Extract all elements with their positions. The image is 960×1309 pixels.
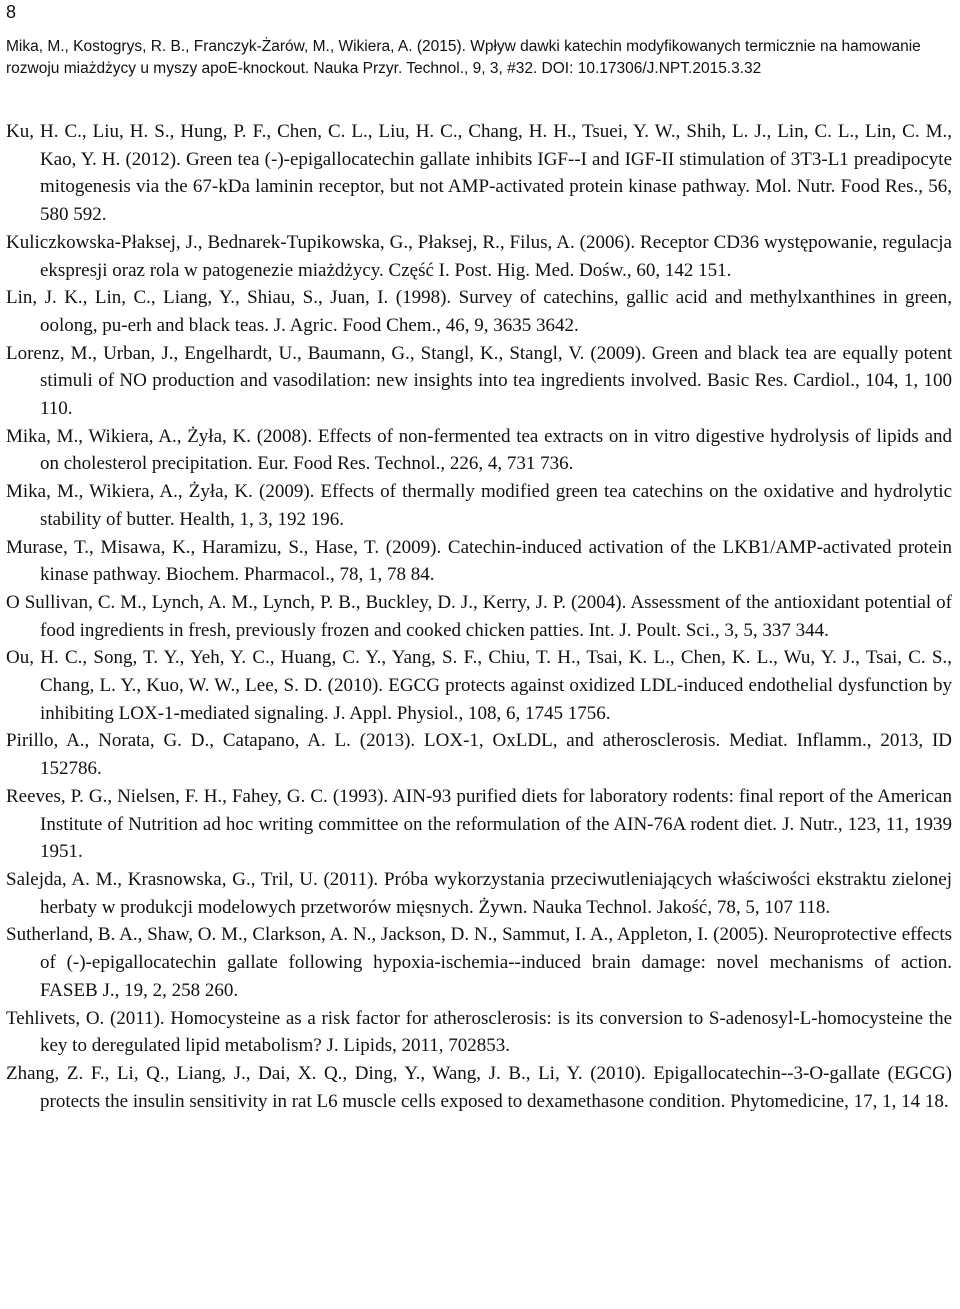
reference-title: AIN-93 purified diets for laboratory rodents: final report of the American Institute of Nutrition ad hoc writing committee on the reformulation of the AIN-76A rodent diet. — [40, 785, 952, 835]
reference-authors: Ku, H. C., Liu, H. S., Hung, P. F., Chen, C. L., Liu, H. C., Chang, H. H., Tsuei, Y. W., Shih, L. J., Lin, C. L., Lin, C. M., Kao, Y. H. (2012). — [6, 121, 952, 170]
reference-source: J. Appl. Physiol., 108, 6, 1745 1756. — [333, 702, 611, 724]
reference-authors: Reeves, P. G., Nielsen, F. H., Fahey, G. C. (1993). — [6, 785, 389, 807]
reference-title: Homocysteine as a risk factor for atherosclerosis: is its conversion to S-adenosyl-L-homocysteine the key to deregulated lipid metabolism? — [40, 1007, 953, 1057]
reference-entry — [6, 534, 952, 589]
reference-entry — [6, 478, 952, 533]
reference-authors: Salejda, A. M., Krasnowska, G., Tril, U. (2011). — [6, 868, 379, 890]
reference-authors: Tehlivets, O. (2011). — [6, 1007, 165, 1029]
reference-entry — [6, 727, 952, 782]
reference-title: Assessment of the antioxidant potential of food ingredients in fresh, previously frozen and cooked chicken patties. — [40, 591, 952, 641]
reference-authors: Murase, T., Misawa, K., Haramizu, S., Hase, T. (2009). — [6, 536, 442, 558]
reference-title: Epigallocatechin--3-O-gallate (EGCG) protects the insulin sensitivity in rat L6 muscle cells exposed to dexamethasone condition. — [40, 1062, 952, 1112]
reference-entry — [6, 1005, 952, 1060]
reference-authors: Ou, H. C., Song, T. Y., Yeh, Y. C., Huang, C. Y., Yang, S. F., Chiu, T. H., Tsai, K. L., Chen, K. L., Wu, Y. J., Tsai, C. S., Chang, L. Y., Kuo, W. W., Lee, S. D. (2010). — [6, 647, 952, 697]
reference-source: Health, 1, 3, 192 196. — [179, 508, 344, 530]
reference-authors: Mika, M., Wikiera, A., Żyła, K. (2009). — [6, 481, 315, 503]
reference-authors: Lorenz, M., Urban, J., Engelhardt, U., Baumann, G., Stangl, K., Stangl, V. (2009). — [6, 342, 646, 364]
reference-source: Biochem. Pharmacol., 78, 1, 78 84. — [165, 564, 435, 586]
reference-title: Green tea (-)-epigallocatechin gallate inhibits IGF--I and IGF-II stimulation of 3T3-L1 preadipocyte mitogenesis via the 67-kDa laminin receptor, but not AMP-activated protein kinase pathway. — [40, 148, 952, 198]
reference-source: Mediat. Inflamm., 2013, ID 152786. — [40, 730, 953, 780]
reference-source: Eur. Food Res. Technol., 226, 4, 731 736. — [257, 453, 574, 475]
article-citation-header: Mika, M., Kostogrys, R. B., Franczyk-Żarów, M., Wikiera, A. (2015). Wpływ dawki katechin modyfikowanych termicznie na hamowanie rozwoju miażdżycy u myszy apoE-knockout. Nauka Przyr. Technol., 9, 3, #32. DOI: 10.17306/J.NPT.2015.3.32 — [6, 38, 921, 77]
reference-title: LOX-1, OxLDL, and atherosclerosis. — [424, 730, 721, 752]
reference-source: FASEB J., 19, 2, 258 260. — [40, 979, 239, 1001]
reference-entry — [6, 783, 952, 866]
reference-title: Green and black tea are equally potent stimuli of NO production and vasodilation: new insights into tea ingredients involved. — [40, 342, 952, 392]
reference-authors: Pirillo, A., Norata, G. D., Catapano, A. L. (2013). — [6, 730, 416, 752]
reference-entry — [6, 1060, 952, 1115]
reference-source: J. Nutr., 123, 11, 1939 1951. — [40, 813, 953, 863]
reference-entry — [6, 423, 952, 478]
reference-title: Catechin-induced activation of the LKB1/AMP-activated protein kinase pathway. — [40, 536, 953, 586]
reference-source: Żywn. Nauka Technol. Jakość, 78, 5, 107 118. — [478, 896, 831, 918]
page-number: 8 — [6, 2, 17, 22]
reference-title: Effects of non-fermented tea extracts on in vitro digestive hydrolysis of lipids and on cholesterol precipitation. — [40, 425, 952, 475]
reference-title: Receptor CD36 występowanie, regulacja ekspresji oraz rola w patogenezie miażdżycy. — [40, 231, 952, 281]
reference-title: Neuroprotective effects of (-)-epigallocatechin gallate following hypoxia-ischemia--induced brain damage: novel mechanisms of action. — [40, 924, 952, 974]
reference-entry — [6, 589, 952, 644]
reference-authors: Kuliczkowska-Płaksej, J., Bednarek-Tupikowska, G., Płaksej, R., Filus, A. (2006). — [6, 231, 636, 253]
reference-entry — [6, 229, 952, 284]
reference-title: Effects of thermally modified green tea catechins on the oxidative and hydrolytic stability of butter. — [40, 481, 953, 530]
reference-entry — [6, 644, 952, 727]
reference-title: Survey of catechins, gallic acid and methylxanthines in green, oolong, pu-erh and black teas. — [40, 287, 953, 336]
reference-source: Int. J. Poult. Sci., 3, 5, 337 344. — [588, 619, 829, 641]
reference-source: J. Lipids, 2011, 702853. — [326, 1035, 511, 1057]
reference-entry — [6, 866, 952, 921]
reference-authors: Zhang, Z. F., Li, Q., Liang, J., Dai, X. Q., Ding, Y., Wang, J. B., Li, Y. (2010). — [6, 1062, 646, 1084]
reference-authors: Sutherland, B. A., Shaw, O. M., Clarkson, A. N., Jackson, D. N., Sammut, I. A., Appleton, I. (2005). — [6, 924, 769, 946]
reference-source: Phytomedicine, 17, 1, 14 18. — [730, 1090, 949, 1112]
reference-entry — [6, 921, 952, 1004]
reference-source: Część I. Post. Hig. Med. Dośw., 60, 142 151. — [388, 259, 732, 281]
reference-authors: Mika, M., Wikiera, A., Żyła, K. (2008). — [6, 425, 313, 447]
reference-entry — [6, 284, 952, 339]
reference-entry — [6, 340, 952, 423]
reference-list — [6, 118, 952, 1115]
reference-source: Basic Res. Cardiol., 104, 1, 100 110. — [40, 370, 953, 420]
reference-authors: Lin, J. K., Lin, C., Liang, Y., Shiau, S., Juan, I. (1998). — [6, 287, 452, 309]
reference-authors: O Sullivan, C. M., Lynch, A. M., Lynch, P. B., Buckley, D. J., Kerry, J. P. (2004). — [6, 591, 627, 613]
reference-source: J. Agric. Food Chem., 46, 9, 3635 3642. — [273, 314, 579, 336]
reference-entry — [6, 118, 952, 229]
reference-title: Próba wykorzystania przeciwutleniających właściwości ekstraktu zielonej herbaty w produkcji modelowych przetworów mięsnych. — [40, 868, 953, 918]
reference-source: Mol. Nutr. Food Res., 56, 580 592. — [40, 176, 952, 226]
reference-title: EGCG protects against oxidized LDL-induced endothelial dysfunction by inhibiting LOX-1-mediated signaling. — [40, 675, 953, 724]
